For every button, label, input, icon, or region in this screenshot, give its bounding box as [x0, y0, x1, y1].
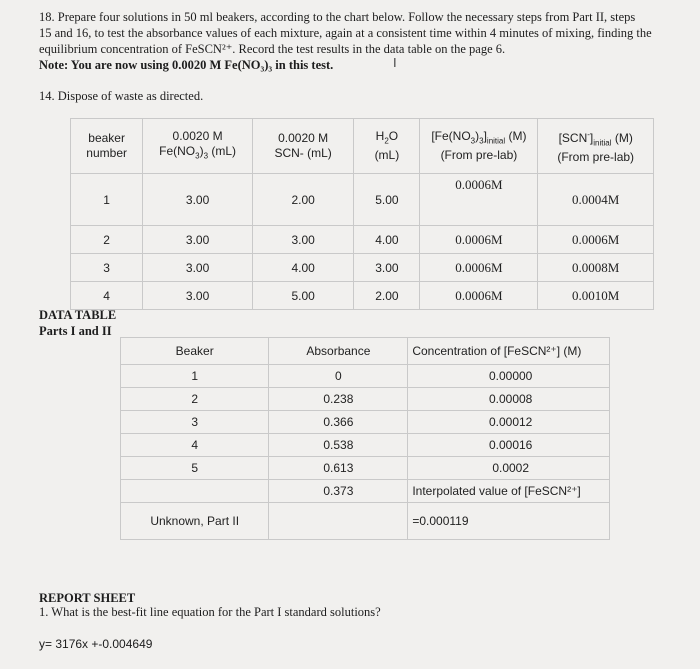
scn-volume: 5.00 [252, 282, 354, 310]
fe-volume: 3.00 [143, 226, 253, 254]
header-concentration: Concentration of [FeSCN²⁺] (M) [408, 338, 610, 365]
table-row [71, 282, 654, 310]
data-table [120, 337, 610, 540]
concentration-cell: 0.00012 [408, 411, 610, 434]
solution-table [70, 118, 654, 310]
table-row [71, 254, 654, 282]
beaker-number: 4 [71, 282, 143, 310]
table-row [121, 434, 610, 457]
scn-initial: 0.0006M [538, 226, 654, 254]
fe-volume: 3.00 [143, 174, 253, 226]
fe-initial: 0.0006M [420, 226, 538, 254]
table-row [121, 365, 610, 388]
solution-table-header [71, 119, 654, 174]
report-answer: y= 3176x +-0.004649 [39, 637, 153, 651]
water-volume: 3.00 [354, 254, 420, 282]
header-fe-initial: $[Fe(NO_3)_3]_{initial}$ (M) (From pre-lab) [420, 119, 538, 174]
beaker-cell: 1 [121, 365, 269, 388]
absorbance-cell: 0.238 [269, 388, 408, 411]
beaker-cell: 2 [121, 388, 269, 411]
fe-volume: 3.00 [143, 282, 253, 310]
fe-volume: 3.00 [143, 254, 253, 282]
unknown-absorbance-cell [269, 503, 408, 540]
concentration-cell: 0.00000 [408, 365, 610, 388]
beaker-cell: 4 [121, 434, 269, 457]
beaker-number: 2 [71, 226, 143, 254]
data-table-header [121, 338, 610, 365]
unknown-label: Unknown, Part II [121, 503, 269, 540]
absorbance-cell: 0 [269, 365, 408, 388]
header-beaker: Beaker [121, 338, 269, 365]
table-row [71, 174, 654, 226]
unknown-value: =0.000119 [408, 503, 610, 540]
header-absorbance: Absorbance [269, 338, 408, 365]
absorbance-cell: 0.538 [269, 434, 408, 457]
interpolated-label: Interpolated value of [FeSCN²⁺] [408, 480, 610, 503]
header-scn-initial: $[SCN^-]_{initial}$ (M) (From pre-lab) [538, 119, 654, 174]
beaker-cell: 5 [121, 457, 269, 480]
concentration-cell: 0.00008 [408, 388, 610, 411]
scn-initial: 0.0008M [538, 254, 654, 282]
beaker-cell [121, 480, 269, 503]
beaker-cell: 3 [121, 411, 269, 434]
note-line: Note: You are now using 0.0020 M Fe(NO₃)₃ in this test. [39, 58, 334, 72]
table-row [121, 411, 610, 434]
text-cursor-icon: I [393, 55, 397, 70]
report-title: REPORT SHEET [39, 591, 136, 605]
header-beaker-number: beaker number [71, 119, 143, 174]
table-row [71, 226, 654, 254]
absorbance-cell: 0.366 [269, 411, 408, 434]
fe-initial: 0.0006M [420, 254, 538, 282]
fe-initial: 0.0006M [420, 282, 538, 310]
table-row [121, 388, 610, 411]
header-scn-volume: 0.0020 M SCN- (mL) [252, 119, 354, 174]
header-fe-volume: 0.0020 M $Fe(NO_3)_3$ (mL) [143, 119, 253, 174]
report-question: 1. What is the best-fit line equation for the Part I standard solutions? [39, 605, 381, 619]
instruction-line-1: 18. Prepare four solutions in 50 ml beakers, according to the chart below. Follow the necessary steps from Part II, steps [39, 10, 636, 24]
instruction-line-3: equilibrium concentration of FeSCN²⁺. Record the test results in the data table on the page 6. [39, 42, 506, 56]
scn-volume: 4.00 [252, 254, 354, 282]
scn-volume: 2.00 [252, 174, 354, 226]
absorbance-cell: 0.373 [269, 480, 408, 503]
fe-initial: 0.0006M [420, 174, 538, 226]
scn-volume: 3.00 [252, 226, 354, 254]
water-volume: 2.00 [354, 282, 420, 310]
header-water-volume: $H_2O$ (mL) [354, 119, 420, 174]
table-row [121, 503, 610, 540]
step-14: 14. Dispose of waste as directed. [39, 89, 204, 103]
beaker-number: 1 [71, 174, 143, 226]
concentration-cell: 0.00016 [408, 434, 610, 457]
scn-initial: 0.0004M [538, 174, 654, 226]
data-table-sublabel: Parts I and II [39, 324, 112, 338]
instruction-line-2: 15 and 16, to test the absorbance values of each mixture, again at a consistent time within 4 minutes of mixing, finding the [39, 26, 652, 40]
water-volume: 5.00 [354, 174, 420, 226]
absorbance-cell: 0.613 [269, 457, 408, 480]
table-row [121, 480, 610, 503]
data-table-label: DATA TABLE [39, 308, 117, 322]
concentration-cell: 0.0002 [408, 457, 610, 480]
table-row [121, 457, 610, 480]
scn-initial: 0.0010M [538, 282, 654, 310]
water-volume: 4.00 [354, 226, 420, 254]
beaker-number: 3 [71, 254, 143, 282]
